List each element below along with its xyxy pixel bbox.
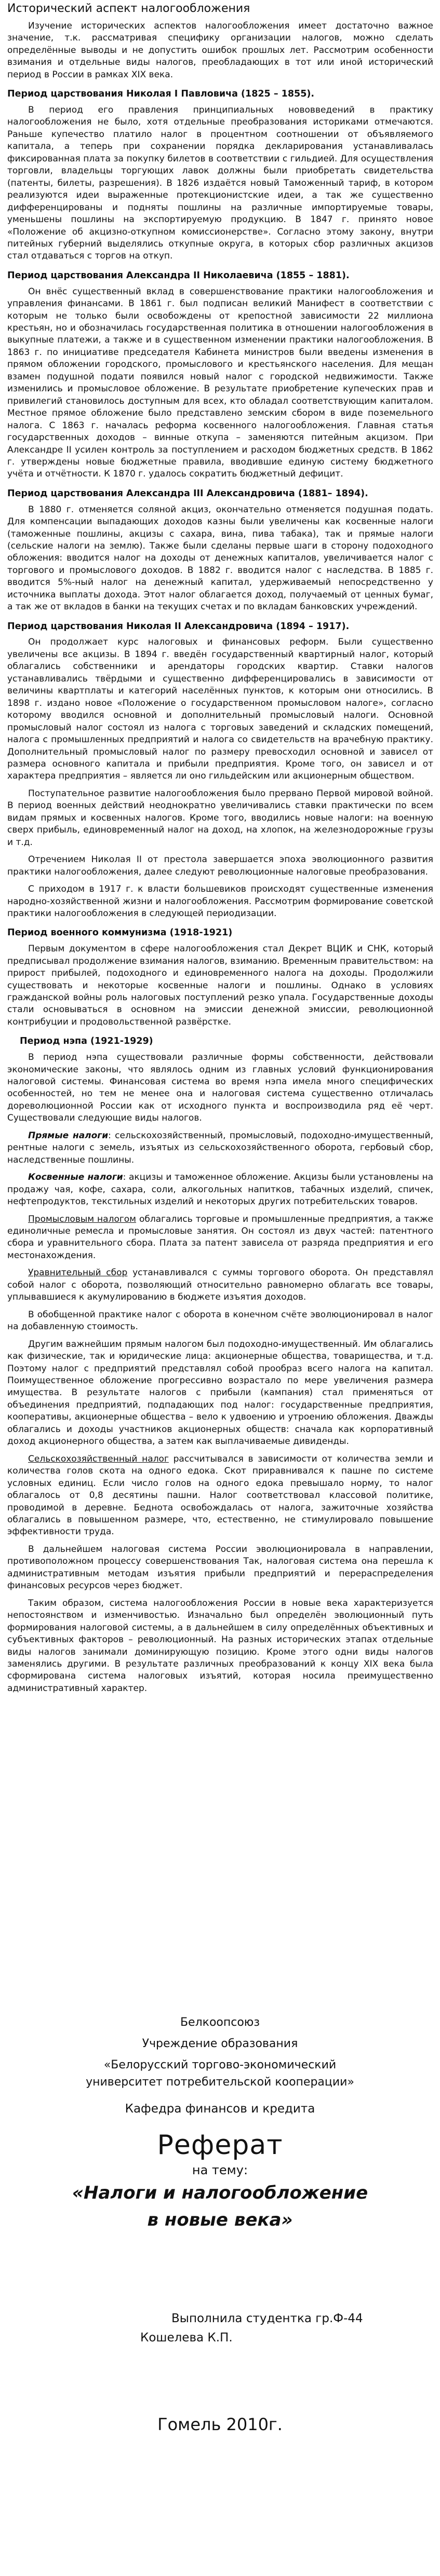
- author-block: [140, 2309, 440, 2348]
- tax-item-text: рассчитывался в зависимости от количества земли и количества голов скота на одного едока. Скот приравнивался к пашне по системе условных единиц. Если число голов на одного едока превышало норму, то налог облагалось от 0,8 десятины пашни. Налог соответствовал классовой политике, проводимой в деревне. Беднота освобождалась от налога, зажиточные хозяйства облагались в повышенном размере, что, естественно, не стимулировало повышение эффективности труда.: [7, 1453, 433, 1537]
- section-heading-nep: Период нэпа (1921-1929): [20, 1036, 153, 1047]
- university-name-line1: «Белорусский торгово-экономический: [103, 2059, 337, 2071]
- section-paragraph: Он внёс существенный вклад в совершенствование практики налогообложения и управления финансами. В 1861 г. был подписан великий Манифест в соответствии с которым не только были освобождены от крепостной зависимости 22 миллиона крестьян, но и обозначилась государственная политика в отношении налогообложения в выкупные платежи, а также и в существенном изменении практики налогообложения. В 1863 г. по инициативе председателя Кабинета министров были введены изменения в прямом обложении городского, промыслового и крестьянского населения. Для мещан взамен подушной подати появился новый налог с городской недвижимости. Также изменились и промысловое обложение. В результате приобретение купеческих прав и привилегий становилось доступным для всех, кто обладал соответствующим капиталом. Местное прямое обложение было представлено земским сбором в виде поземельного налога. С 1863 г. началась реформа косвенного налогообложения. Главная статья государственных доходов – винные откупа – заменяются питейным акцизом. При Александре II усилен контроль за поступлением и расходом бюджетных средств. В 1862 г. утверждены новые бюджетные правила, вводившие единую систему бюджетного учёта и отчётности. К 1870 г. удалось сократить бюджетный дефицит.: [7, 286, 433, 480]
- section-paragraph: С приходом в 1917 г. к власти большевиков происходят существенные изменения народно-хозяйственной жизни и налогообложения. Рассмотрим формирование советской практики налогообложения в следующей периодизации.: [7, 884, 433, 919]
- section-paragraph: В период его правления принципиальных нововведений в практику налогообложения не было, хотя отдельные преобразования историками отмечаются. Раньше купечество платило налог в процентном соотношении от объявляемого капитала, а теперь при сохранении порядка декларирования устанавливалась фиксированная плата за покупку билетов в соответствии с гильдией. Для осуществления торговли, владельцы торгующих лавок должны были приобретать свидетельства (патенты, билеты, разрешения). В 1826 издаётся новый Таможенный тариф, в котором реализуются идеи выраженные протекционистские идеи, а так же существенно дифференцированы и подняты пошлины на различные импортируемые товары, уменьшены пошлины на экспортируемую продукцию. В 1847 г. принято новое «Положение об акцизно-откупном комиссионерстве». Согласно этому закону, внутри питейных губерний выделялись откупные округа, в которых сбор различных акцизов стал отдаваться с торгов на откуп.: [7, 105, 433, 262]
- tax-item-text: : сельскохозяйственный, промысловый, подоходно-имущественный, рентные налоги с земель, изъятых из сельскохозяйственного оборота, гербовый сбор, наследственные пошлины.: [7, 1130, 433, 1165]
- section-paragraph: В 1880 г. отменяется соляной акциз, окончательно отменяется подушная подать. Для компенсации выпадающих доходов казны были увеличены как косвенные налоги (таможенные пошлины, акцизы с сахара, вина, пива табака), так и прямые налоги (сельские налоги на землю). Также были сделаны первые шаги в сторону подоходного обложения: вводится налог на доходы от денежных капиталов, увеличивается налог с торгового и промыслового доходов. В 1882 г. вводится налог с наследства. В 1885 г. вводится 5%-ный налог на денежный капитал, удерживаемый непосредственно у источника выплаты дохода. Этот налог облагается доход, получаемый от ценных бумаг, а так же от вкладов в банки на текущих счетах и по вкладам банковских учреждений.: [7, 504, 433, 612]
- section-heading-alexander-iii: Период царствования Александра III Александровича (1881– 1894).: [7, 488, 368, 499]
- author-label: Выполнила студентка гр.Ф-44: [171, 2311, 363, 2325]
- section-heading-alexander-ii: Период царствования Александра II Николаевича (1855 – 1881).: [7, 270, 350, 281]
- tax-item-equalizing: [7, 1267, 433, 1303]
- intro-paragraph: Изучение исторических аспектов налогообложения имеет достаточно важное значение, т.к. рассматривая специфику организации налогов, можно сделать определённые выводы и не допустить ошибок прошлых лет. Рассмотрим особенности взимания и отдельные виды налогов, преобладающих в тот или иной исторический период в России в рамках XIX века.: [7, 21, 433, 80]
- section-paragraph: Он продолжает курс налоговых и финансовых реформ. Были существенно увеличены все акцизы. В 1894 г. введён государственный квартирный налог, который облагались собственники и арендаторы городских квартир. Ставки налогов устанавливались твёрдыми и существенно дифференцировались в зависимости от величины квартплаты и категорий населённых пунктов, к которым они относились. В 1898 г. издано новое «Положение о государственном промысловом налоге», согласно которому вводился основной и дополнительный промысловый налоги. Основной промысловый налог состоял из налога с торговых заведений и складских помещений, налога с промышленных предприятий и налога со свидетельств на врачебную практику. Дополнительный промысловый налог по размеру превосходил основной и зависел от размера основного капитала и прибыли предприятия. Кроме того, он зависел и от характера предприятия – является ли оно гильдейским или акционерным обществом.: [7, 637, 433, 782]
- tax-item-lead: Прямые налоги: [28, 1130, 109, 1141]
- department-name: Кафедра финансов и кредита: [125, 2102, 315, 2116]
- section-paragraph: [7, 1309, 433, 1333]
- tax-item-lead: Сельскохозяйственный налог: [28, 1453, 169, 1464]
- tax-item-lead: Косвенные налоги: [28, 1172, 123, 1183]
- theme-title-line2: в новые века»: [147, 2209, 293, 2230]
- tax-item-trade: [7, 1214, 433, 1262]
- document-body: [7, 20, 433, 1695]
- theme-label: на тему:: [192, 2162, 248, 2177]
- document-title: Исторический аспект налогообложения: [7, 2, 250, 15]
- tax-item-text: Другим важнейшим прямым налогом был подоходно-имущественный. Им облагались как физические, так и юридические лица: акционерные общества, товарищества, и т.д. Поэтому налог с предприятий представлял собой прообраз всего налога на капитал. Поимущественное обложение прогрессивно возрастало по мере увеличения размера имущества. В результате налогов с прибыли (кампания) стал применяться от объединения предприятий, подпадающих под налог: государственные предприятия, кооперативы, акционерные общества – вело к удвоению и утроению обложения. Дважды облагались и доходы участников акционерных обществ: сначала как корпоративный доход акционерного общества, а затем как выплачиваемые дивиденды.: [7, 1339, 433, 1447]
- tax-item-text: устанавливался с суммы торгового оборота. Он представлял собой налог с оборота, позволяющий относительно равномерно облагать все товары, уплывавшиеся к акумулированию в бюджете изъятия доходов.: [7, 1267, 433, 1303]
- tax-item-direct: [7, 1130, 433, 1166]
- document-type: Реферат: [157, 2129, 283, 2161]
- section-heading-war-communism: Период военного коммунизма (1918-1921): [7, 928, 233, 938]
- section-paragraph: Первым документом в сфере налогообложения стал Декрет ВЦИК и СНК, который предписывал продолжение взимания налогов, взиманию. Временным правительством: на прирост прибылей, подоходного и единовременного налога на доходы. Продолжили существовать и некоторые косвенные налоги и пошлины. Однако в условиях гражданской войны роль налоговых поступлений резко упала. Государственные доходы стали основываться в основном на эмиссии денежной эмиссии, революционной контрибуции и продовольственной развёрстке.: [7, 944, 433, 1027]
- tax-item-text: Таким образом, система налогообложения России в новые века характеризуется непостоянством и изменчивостью. Изначально был определён эволюционный путь формирования налоговой системы, а в дальнейшем в силу определённых объективных и субъективных факторов – революционный. На разных исторических этапах отдельные виды налогов занимали доминирующую позицию. Кроме этого одни виды налогов заменялись другими. В результате различных преобразований к концу XIX века была сформирована система налоговых изъятий, которая носила преимущественно административный характер.: [7, 1598, 433, 1694]
- tax-item-text: В дальнейшем налоговая система России эволюционировала в направлении, противоположном процессу совершенствования Так, налоговая система она перешла к административным методам изъятия прибыли предприятий и перераспределения финансовых ресурсов через бюджет.: [7, 1544, 433, 1591]
- tax-item-indirect: [7, 1171, 433, 1208]
- section-paragraph: В период нэпа существовали различные формы собственности, действовали экономические законы, что являлось одним из главных условий функционирования налоговой системы. Финансовая система во время нэпа имела много специфических особенностей, но тем не менее она и налоговая система существенно отличалась дореволюционной России как от исходного пункта и воспроизводила ряд её черт. Существовали следующие виды налогов.: [7, 1052, 433, 1124]
- section-heading-nicholas-ii: Период царствования Николая II Александровича (1894 – 1917).: [7, 621, 350, 632]
- title-page: [0, 2014, 440, 2434]
- tax-item-text: облагались торговые и промышленные предприятия, а также единоличные ремесла и промысловые занятия. Он состоял из двух частей: патентного сбора и уравнительного сбора. Плата за патент зависела от разряда предприятия и его местонахождения.: [7, 1214, 433, 1261]
- city-year: Гомель 2010г.: [157, 2415, 283, 2435]
- theme-title-line1: «Налоги и налогообложение: [72, 2182, 368, 2203]
- section-heading-nicholas-i: Период царствования Николая I Павловича (1825 – 1855).: [7, 89, 315, 100]
- tax-item-lead: Уравнительный сбор: [28, 1267, 128, 1278]
- document-page: [7, 0, 433, 1700]
- university-name-line2: университет потребительской кооперации»: [86, 2076, 354, 2089]
- institution-type: Учреждение образования: [142, 2037, 298, 2050]
- conclusion-paragraph: [7, 1598, 433, 1695]
- tax-item-text: : акцизы и таможенное обложение. Акцизы были установлены на продажу чая, кофе, сахара, соли, алкогольных напитков, табачных изделий, спичек, нефтепродуктов, текстильных изделий и некоторых других потребительских товаров.: [7, 1172, 433, 1207]
- section-paragraph: Отречением Николая II от престола завершается эпоха эволюционного развития практики налогообложения, далее следуют революционные налоговые преобразования.: [7, 854, 433, 877]
- tax-item-agricultural: [7, 1453, 433, 1538]
- section-paragraph: Поступательное развитие налогообложения было прервано Первой мировой войной. В период военных действий неоднократно увеличивались ставки практически по всем видам прямых и косвенных налогов. Кроме того, вводились новые налоги: на военную сверх прибыль, единовременный налог на доход, на хлопок, на железнодорожные грузы и т.д.: [7, 788, 433, 848]
- org-name: Белкоопсоюз: [180, 2016, 260, 2029]
- tax-item-lead: Промысловым налогом: [28, 1214, 137, 1224]
- section-paragraph: [7, 1544, 433, 1592]
- author-name: Кошелева К.П.: [140, 2330, 233, 2345]
- section-paragraph: [7, 1339, 433, 1448]
- tax-item-text: В обобщенной практике налог с оборота в конечном счёте эволюционировал в налог на добавленную стоимость.: [7, 1309, 433, 1332]
